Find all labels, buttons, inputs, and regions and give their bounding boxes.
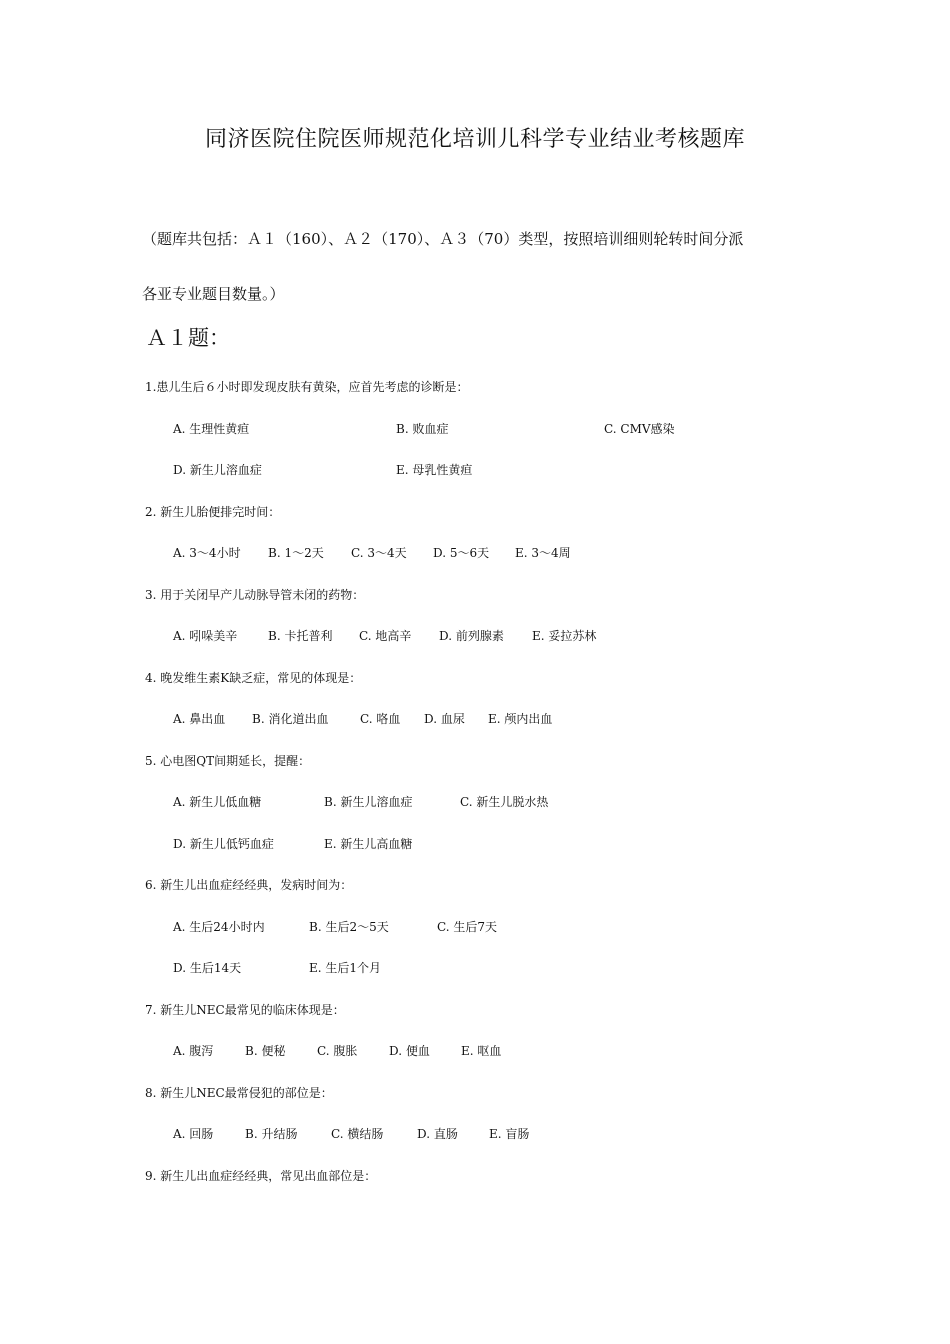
option-b: B. 升结肠 <box>245 1127 298 1141</box>
option-e: E. 母乳性黄疸 <box>396 463 473 477</box>
question-stem: 7. 新生儿NEC最常见的临床体现是： <box>145 1003 345 1017</box>
option-c: C. 新生儿脱水热 <box>460 795 549 809</box>
option-d: D. 5～6天 <box>433 546 490 560</box>
option-a: A. 新生儿低血糖 <box>173 795 262 809</box>
option-d: D. 新生儿低钙血症 <box>173 837 274 851</box>
option-c: C. CMV感染 <box>604 422 675 436</box>
question-stem: 9. 新生儿出血症经经典，常见出血部位是： <box>145 1169 377 1183</box>
option-a: A. 鼻出血 <box>173 712 226 726</box>
option-b: B. 卡托普利 <box>268 629 333 643</box>
option-c: C. 地高辛 <box>359 629 412 643</box>
option-e: E. 新生儿高血糖 <box>324 837 413 851</box>
intro-line-1: （题库共包括：Ａ１（160）、Ａ２（170）、Ａ３（70）类型，按照培训细则轮转时间分派 <box>142 230 744 248</box>
option-a: A. 回肠 <box>173 1127 214 1141</box>
option-a: A. 生后24小时内 <box>173 920 265 934</box>
option-b: B. 生后2～5天 <box>309 920 389 934</box>
option-d: D. 直肠 <box>417 1127 458 1141</box>
option-e: E. 3～4周 <box>515 546 571 560</box>
option-b: B. 1～2天 <box>268 546 324 560</box>
option-e: E. 呕血 <box>461 1044 502 1058</box>
question-stem: 4. 晚发维生素K缺乏症，常见的体现是： <box>145 671 362 685</box>
option-c: C. 咯血 <box>360 712 401 726</box>
option-d: D. 新生儿溶血症 <box>173 463 262 477</box>
option-d: D. 前列腺素 <box>439 629 504 643</box>
option-b: B. 新生儿溶血症 <box>324 795 413 809</box>
option-a: A. 生理性黄疸 <box>173 422 250 436</box>
question-stem: 8. 新生儿NEC最常侵犯的部位是： <box>145 1086 333 1100</box>
option-c: C. 腹胀 <box>317 1044 358 1058</box>
option-e: E. 盲肠 <box>489 1127 530 1141</box>
option-a: A. 吲哚美辛 <box>173 629 238 643</box>
option-e: E. 颅内出血 <box>488 712 553 726</box>
option-b: B. 消化道出血 <box>252 712 329 726</box>
intro-line-2: 各亚专业题目数量。） <box>142 285 285 303</box>
option-e: E. 生后1个月 <box>309 961 382 975</box>
option-c: C. 3～4天 <box>351 546 407 560</box>
option-b: B. 便秘 <box>245 1044 286 1058</box>
document-title: 同济医院住院医师规范化培训儿科学专业结业考核题库 <box>204 127 745 152</box>
question-stem: 5. 心电图QT间期延长，提醒： <box>145 754 311 768</box>
question-stem: 6. 新生儿出血症经经典，发病时间为： <box>145 878 353 892</box>
option-e: E. 妥拉苏林 <box>532 629 597 643</box>
option-b: B. 败血症 <box>396 422 449 436</box>
question-stem: 3. 用于关闭早产儿动脉导管未闭的药物： <box>145 588 365 602</box>
option-d: D. 便血 <box>389 1044 430 1058</box>
option-d: D. 血尿 <box>424 712 465 726</box>
option-a: A. 3～4小时 <box>173 546 241 560</box>
option-a: A. 腹泻 <box>173 1044 214 1058</box>
option-d: D. 生后14天 <box>173 961 242 975</box>
question-stem: 2. 新生儿胎便排完时间： <box>145 505 281 519</box>
question-stem: 1.患儿生后６小时即发现皮肤有黄染，应首先考虑的诊断是： <box>145 380 469 394</box>
option-c: C. 横结肠 <box>331 1127 384 1141</box>
option-c: C. 生后7天 <box>437 920 498 934</box>
section-heading: Ａ１题： <box>146 326 230 350</box>
